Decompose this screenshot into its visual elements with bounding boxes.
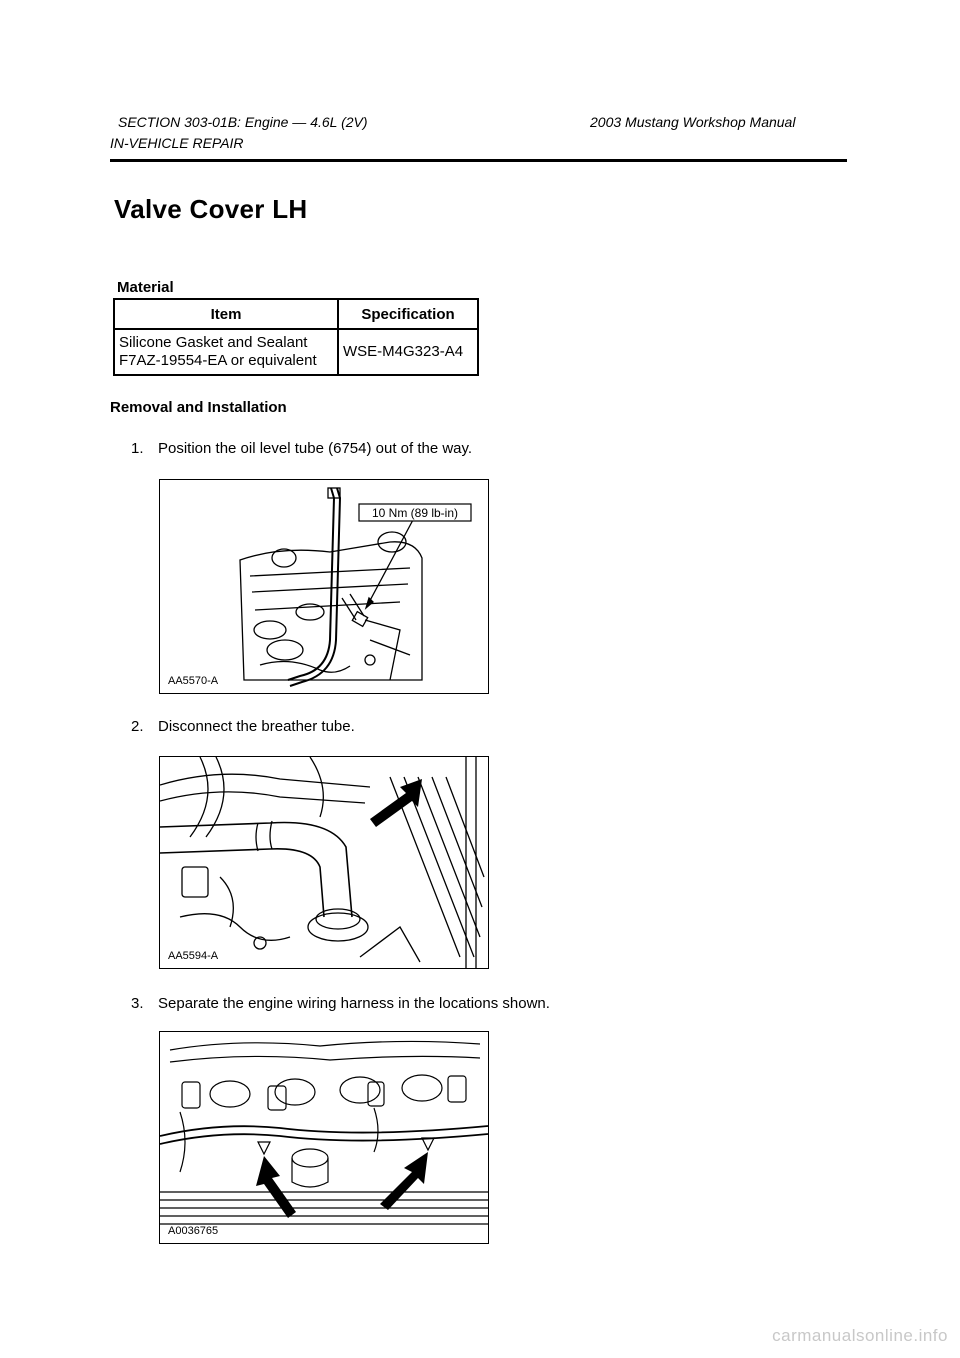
step-number: 2. <box>131 718 144 735</box>
step-1 <box>131 440 472 457</box>
header-section: SECTION 303-01B: Engine — 4.6L (2V) <box>118 114 368 130</box>
torque-callout: 10 Nm (89 lb-in) <box>371 506 459 520</box>
location-arrow-right <box>380 1152 428 1210</box>
step-text: Disconnect the breather tube. <box>158 718 355 735</box>
material-caption: Material <box>117 279 174 296</box>
figure-id-label: A0036765 <box>168 1225 219 1237</box>
material-item-name: Silicone Gasket and Sealant <box>119 334 308 351</box>
engine-illustration-1 <box>160 480 488 693</box>
header-divider <box>110 159 847 162</box>
figure-breather-tube <box>159 756 489 969</box>
step-3 <box>131 995 550 1012</box>
step-text: Separate the engine wiring harness in the locations shown. <box>158 995 550 1012</box>
watermark: carmanualsonline.info <box>772 1326 948 1345</box>
material-spec-cell: WSE-M4G323-A4 <box>338 329 478 375</box>
page-title: Valve Cover LH <box>114 194 308 224</box>
header-manual-title: 2003 Mustang Workshop Manual <box>590 114 796 130</box>
figure-oil-level-tube <box>159 479 489 694</box>
header-subsection: IN-VEHICLE REPAIR <box>110 135 244 151</box>
location-arrow-left <box>256 1156 296 1218</box>
step-text: Position the oil level tube (6754) out of the way. <box>158 440 473 457</box>
figure-id-label: AA5594-A <box>168 950 219 962</box>
figure-wiring-harness <box>159 1031 489 1244</box>
procedure-heading: Removal and Installation <box>110 399 287 416</box>
table-row <box>114 329 478 375</box>
step-number: 1. <box>131 440 144 457</box>
figure-id-label: AA5570-A <box>168 675 219 687</box>
column-header-specification: Specification <box>338 299 478 329</box>
material-item-cell <box>114 329 338 375</box>
material-table-header <box>114 299 478 329</box>
material-table <box>113 298 479 376</box>
location-arrow <box>370 779 422 827</box>
material-item-part-number: F7AZ-19554-EA or equivalent <box>119 352 317 369</box>
engine-illustration-3 <box>160 1032 488 1243</box>
column-header-item: Item <box>114 299 338 329</box>
engine-illustration-2 <box>160 757 488 968</box>
step-2 <box>131 718 355 735</box>
step-number: 3. <box>131 995 144 1012</box>
